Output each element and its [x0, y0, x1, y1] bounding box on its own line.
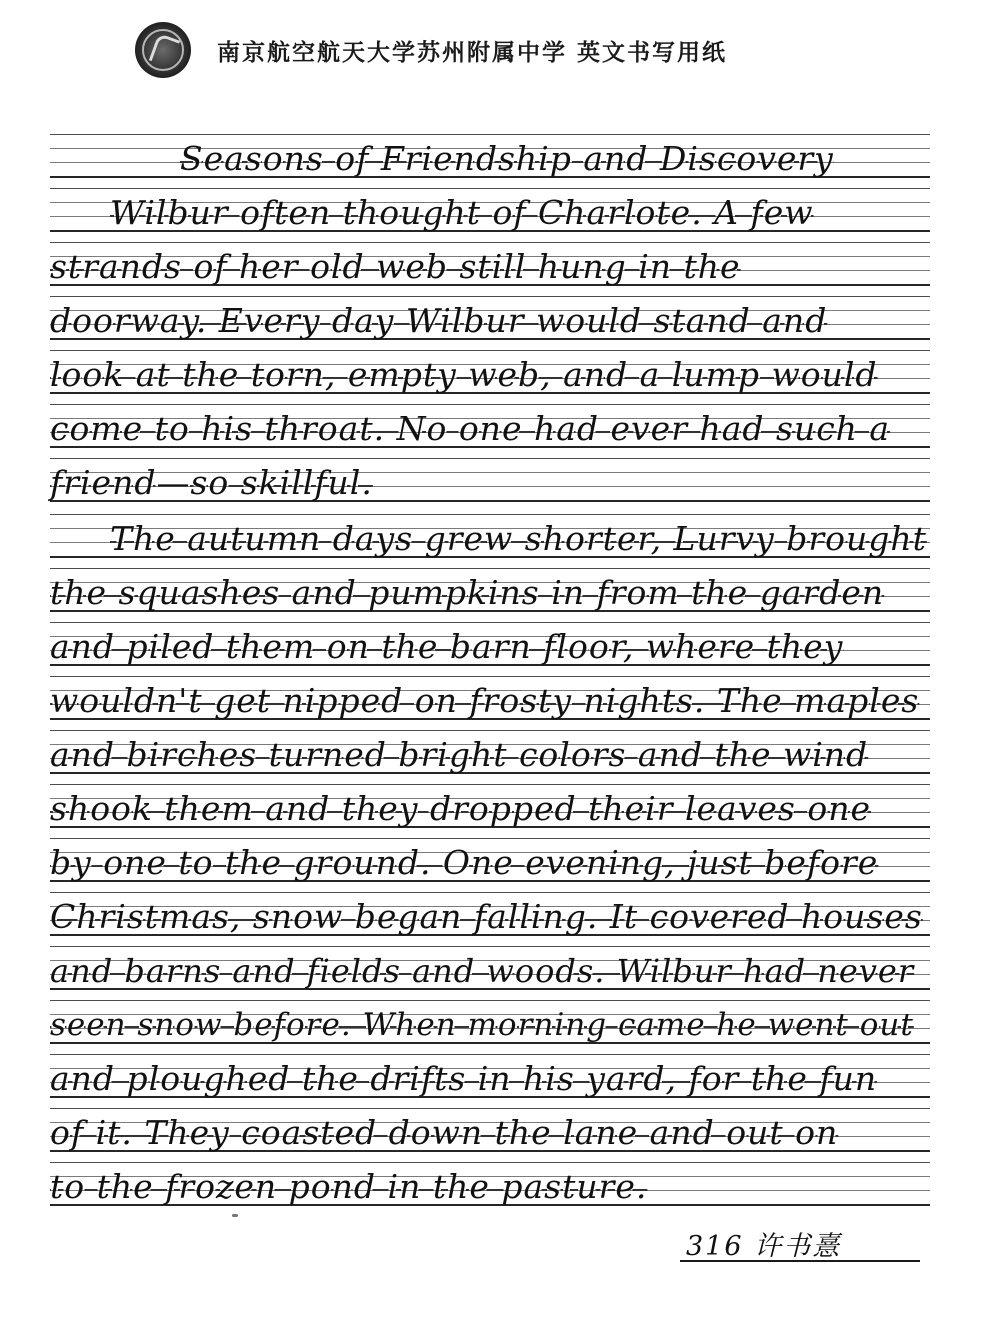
signature-underline — [680, 1260, 920, 1262]
writing-row — [50, 892, 930, 946]
handwritten-line: seen snow before. When morning came he went out — [50, 1007, 914, 1043]
signature-block — [680, 1222, 920, 1264]
handwritten-line: and birches turned bright colors and the wind — [50, 735, 869, 774]
handwritten-line: wouldn't get nipped on frosty nights. The maples — [50, 681, 920, 720]
writing-row — [50, 1000, 930, 1054]
writing-row — [50, 188, 930, 242]
handwritten-line: Christmas, snow began falling. It covered houses — [50, 897, 923, 936]
handwritten-line: and piled them on the barn floor, where they — [50, 627, 844, 666]
writing-row — [50, 242, 930, 296]
writing-row — [50, 784, 930, 838]
writing-row — [50, 730, 930, 784]
handwritten-line: shook them and they dropped their leaves one — [50, 789, 871, 828]
handwritten-line: friend—so skillful. — [50, 463, 373, 502]
handwritten-line: and barns and fields and woods. Wilbur had never — [50, 952, 915, 990]
essay-title: Seasons of Friendship and Discovery — [180, 139, 834, 178]
handwritten-line: doorway. Every day Wilbur would stand and — [50, 301, 828, 340]
handwritten-line: Wilbur often thought of Charlote. A few — [110, 193, 814, 232]
writing-row — [50, 458, 930, 512]
handwritten-line: strands of her old web still hung in the — [50, 247, 741, 286]
handwritten-line: of it. They coasted down the lane and out on — [50, 1113, 839, 1152]
handwritten-line: look at the torn, empty web, and a lump would — [50, 355, 878, 394]
paper-speck — [232, 1214, 238, 1217]
paper-title: 南京航空航天大学苏州附属中学 英文书写用纸 — [217, 40, 728, 66]
handwritten-line: and ploughed the drifts in his yard, for the fun — [50, 1059, 878, 1098]
writing-row — [50, 404, 930, 458]
writing-row — [50, 568, 930, 622]
handwritten-line: The autumn days grew shorter, Lurvy brought — [110, 519, 927, 558]
handwritten-line: the squashes and pumpkins in from the garden — [50, 573, 885, 612]
writing-row — [50, 676, 930, 730]
handwritten-line: by one to the ground. One evening, just before — [50, 843, 879, 882]
writing-row — [50, 296, 930, 350]
writing-row — [50, 1108, 930, 1162]
writing-row — [50, 1162, 930, 1216]
writing-row — [50, 946, 930, 1000]
writing-row — [50, 622, 930, 676]
writing-row — [50, 1054, 930, 1108]
writing-row — [50, 134, 930, 188]
writing-row — [50, 838, 930, 892]
handwritten-line: come to his throat. No one had ever had such a — [50, 409, 891, 448]
handwritten-line: to the frozen pond in the pasture. — [50, 1167, 648, 1206]
signature-text: 316 许书憙 — [686, 1231, 842, 1262]
writing-row — [50, 514, 930, 568]
writing-row — [50, 350, 930, 404]
